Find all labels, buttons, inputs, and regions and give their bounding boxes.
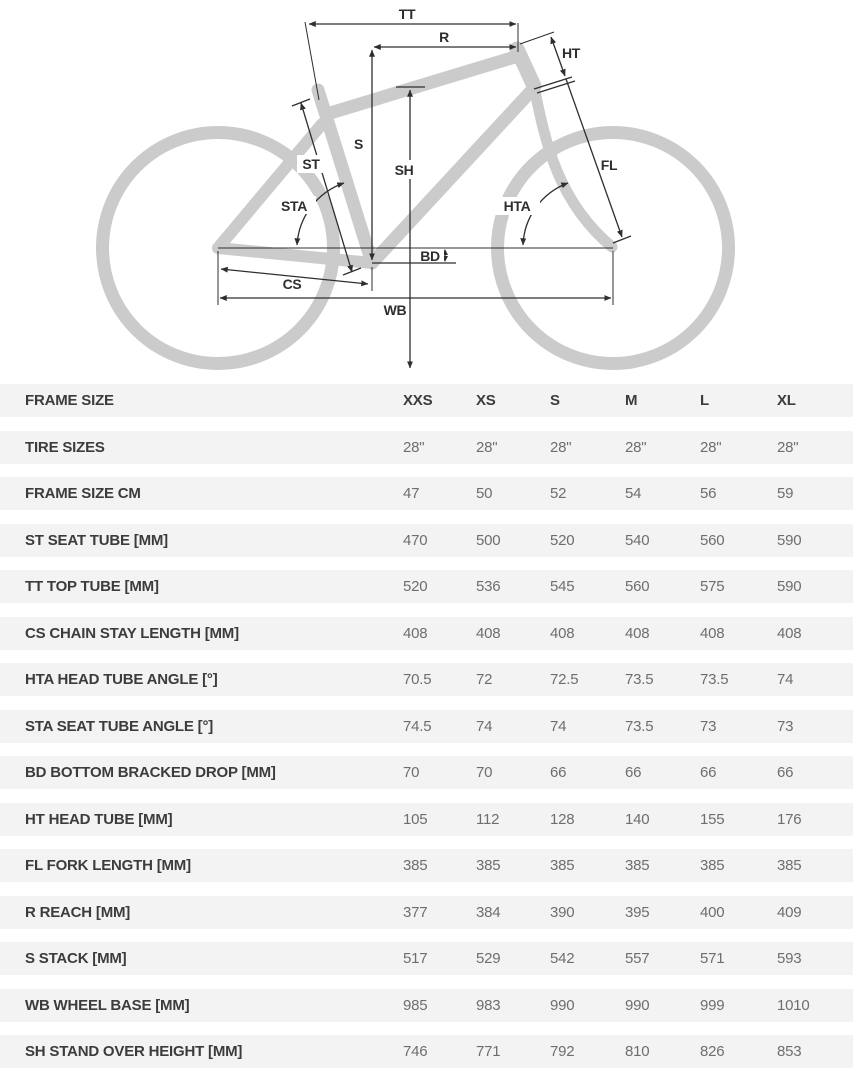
- row-value: 59: [777, 485, 794, 502]
- row-value: 409: [777, 903, 802, 921]
- row-label: FL FORK LENGTH [MM]: [25, 857, 191, 874]
- row-value: 50: [476, 485, 493, 502]
- row-value: 408: [700, 624, 725, 642]
- spec-table-body: [0, 431, 853, 1069]
- row-value: 1010: [777, 996, 810, 1014]
- st-label: ST: [302, 156, 320, 172]
- row-value: 74: [476, 717, 493, 735]
- spec-table: [0, 384, 853, 1068]
- row-value: 73.5: [700, 671, 729, 688]
- ht-label: HT: [561, 45, 581, 61]
- row-value: 536: [476, 578, 501, 595]
- row-value: 590: [777, 531, 802, 549]
- row-value: 385: [550, 857, 575, 874]
- column-header-m: M: [625, 392, 638, 409]
- table-row: [0, 849, 853, 882]
- row-value: 52: [550, 485, 567, 502]
- table-row: [0, 896, 853, 929]
- row-value: 176: [777, 810, 802, 828]
- row-value: 385: [476, 857, 501, 874]
- row-label: STA SEAT TUBE ANGLE [°]: [25, 717, 214, 735]
- row-value: 74.5: [403, 717, 432, 735]
- tt-label: TT: [398, 6, 416, 22]
- row-label: R REACH [MM]: [25, 903, 131, 921]
- row-value: 520: [403, 578, 428, 595]
- row-label: ST SEAT TUBE [MM]: [25, 531, 168, 549]
- row-value: 810: [625, 1043, 650, 1060]
- row-value: 517: [403, 950, 428, 967]
- row-value: 73: [700, 717, 717, 735]
- row-label: CS CHAIN STAY LENGTH [MM]: [25, 624, 239, 642]
- row-value: 70: [476, 764, 493, 781]
- row-value: 593: [777, 950, 802, 967]
- row-value: 408: [403, 624, 428, 642]
- row-value: 74: [550, 717, 567, 735]
- row-value: 73: [777, 717, 794, 735]
- hta-label: HTA: [503, 198, 531, 214]
- row-value: 408: [625, 624, 650, 642]
- r-label: R: [439, 29, 449, 45]
- row-value: 28": [625, 438, 647, 456]
- sta-label: STA: [280, 198, 308, 214]
- row-value: 771: [476, 1043, 501, 1060]
- row-value: 590: [777, 578, 802, 595]
- row-value: 28": [777, 438, 799, 456]
- row-value: 571: [700, 950, 725, 967]
- top-tube: [327, 56, 518, 114]
- row-value: 999: [700, 996, 725, 1014]
- row-value: 140: [625, 810, 650, 828]
- table-row: [0, 617, 853, 650]
- row-label: BD BOTTOM BRACKED DROP [MM]: [25, 764, 276, 781]
- row-value: 28": [403, 438, 425, 456]
- column-header-xl: XL: [777, 392, 796, 409]
- column-header-xxs: XXS: [403, 392, 433, 409]
- row-value: 853: [777, 1043, 802, 1060]
- row-value: 520: [550, 531, 575, 549]
- row-value: 56: [700, 485, 717, 502]
- row-label: WB WHEEL BASE [MM]: [25, 996, 190, 1014]
- row-value: 470: [403, 531, 428, 549]
- row-value: 28": [476, 438, 498, 456]
- row-value: 128: [550, 810, 575, 828]
- table-row: [0, 524, 853, 557]
- row-value: 72: [476, 671, 493, 688]
- table-row: [0, 431, 853, 464]
- row-value: 990: [550, 996, 575, 1014]
- row-value: 66: [777, 764, 794, 781]
- head-tube: [517, 49, 534, 86]
- column-header-s: S: [550, 392, 560, 409]
- table-row: [0, 570, 853, 603]
- row-label: FRAME SIZE CM: [25, 485, 141, 502]
- bike-geometry-svg: [0, 0, 853, 384]
- row-label: HTA HEAD TUBE ANGLE [°]: [25, 671, 218, 688]
- row-value: 792: [550, 1043, 575, 1060]
- row-value: 377: [403, 903, 428, 921]
- row-value: 529: [476, 950, 501, 967]
- row-value: 542: [550, 950, 575, 967]
- row-value: 390: [550, 903, 575, 921]
- st-bottom-tick: [343, 268, 361, 275]
- row-value: 408: [550, 624, 575, 642]
- bike-frame: [103, 49, 729, 364]
- column-header-l: L: [700, 392, 709, 409]
- row-value: 155: [700, 810, 725, 828]
- table-row: [0, 710, 853, 743]
- row-value: 105: [403, 810, 428, 828]
- table-row: [0, 663, 853, 696]
- bike-geometry-diagram: [0, 0, 853, 384]
- row-value: 112: [476, 810, 500, 828]
- row-value: 990: [625, 996, 650, 1014]
- row-value: 400: [700, 903, 725, 921]
- row-value: 408: [476, 624, 501, 642]
- table-header-row: [0, 384, 853, 417]
- row-value: 384: [476, 903, 501, 921]
- row-value: 73.5: [625, 671, 654, 688]
- row-value: 385: [625, 857, 650, 874]
- bd-label: BD: [420, 248, 440, 264]
- row-value: 408: [777, 624, 802, 642]
- wb-label: WB: [383, 302, 407, 318]
- row-label: S STACK [MM]: [25, 950, 127, 967]
- table-row: [0, 989, 853, 1022]
- row-value: 746: [403, 1043, 428, 1060]
- fl-label: FL: [600, 157, 618, 173]
- row-value: 74: [777, 671, 794, 688]
- row-value: 385: [403, 857, 428, 874]
- row-value: 66: [625, 764, 642, 781]
- row-value: 66: [550, 764, 567, 781]
- table-row: [0, 756, 853, 789]
- row-label: SH STAND OVER HEIGHT [MM]: [25, 1043, 243, 1060]
- cs-label: CS: [282, 276, 302, 292]
- row-value: 395: [625, 903, 650, 921]
- row-value: 826: [700, 1043, 725, 1060]
- row-label: HT HEAD TUBE [MM]: [25, 810, 173, 828]
- row-value: 983: [476, 996, 501, 1014]
- row-value: 545: [550, 578, 575, 595]
- ht-top-extension: [520, 32, 554, 44]
- row-value: 28": [550, 438, 572, 456]
- row-value: 70: [403, 764, 420, 781]
- row-label: TIRE SIZES: [25, 438, 105, 456]
- table-row: [0, 1035, 853, 1068]
- header-label: FRAME SIZE: [25, 392, 114, 409]
- table-row: [0, 942, 853, 975]
- table-row: [0, 477, 853, 510]
- sh-label: SH: [394, 162, 414, 178]
- table-row: [0, 803, 853, 836]
- row-value: 70.5: [403, 671, 432, 688]
- column-header-xs: XS: [476, 392, 496, 409]
- row-value: 54: [625, 485, 642, 502]
- row-value: 540: [625, 531, 650, 549]
- row-value: 47: [403, 485, 420, 502]
- row-value: 985: [403, 996, 428, 1014]
- row-label: TT TOP TUBE [MM]: [25, 578, 159, 595]
- row-value: 385: [700, 857, 725, 874]
- row-value: 557: [625, 950, 650, 967]
- row-value: 560: [700, 531, 725, 549]
- row-value: 72.5: [550, 671, 579, 688]
- row-value: 66: [700, 764, 717, 781]
- row-value: 575: [700, 578, 725, 595]
- row-value: 560: [625, 578, 650, 595]
- s-label: S: [353, 136, 363, 152]
- row-value: 500: [476, 531, 501, 549]
- fl-bottom-tick: [613, 236, 631, 243]
- row-value: 385: [777, 857, 802, 874]
- row-value: 73.5: [625, 717, 654, 735]
- row-value: 28": [700, 438, 722, 456]
